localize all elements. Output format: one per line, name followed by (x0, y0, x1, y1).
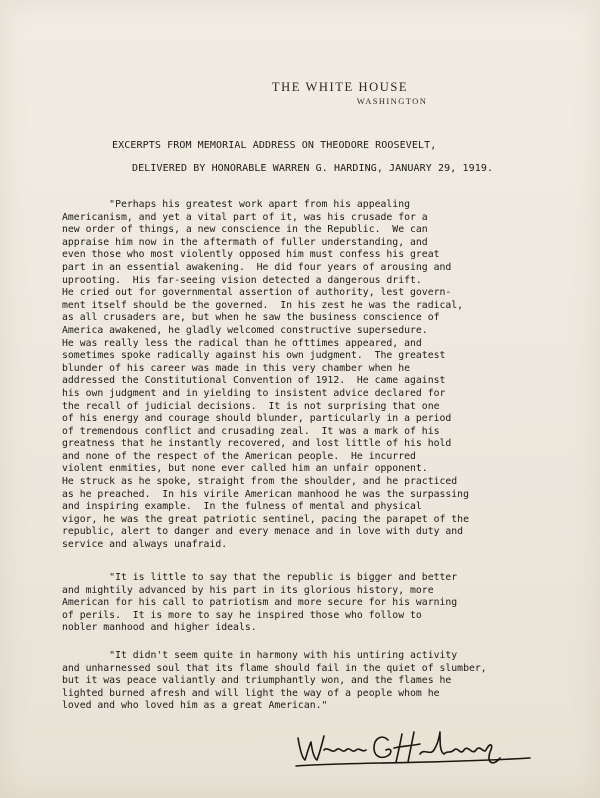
paragraph-line: appraise him now in the aftermath of fuller understanding, and (62, 236, 428, 248)
paragraph-line: "It is little to say that the republic is bigger and better (62, 572, 458, 583)
paragraph-1 (62, 199, 552, 552)
paragraph-line: violent enmities, but none ever called him an unfair opponent. (62, 463, 428, 475)
paragraph-line: "Perhaps his greatest work apart from his appealing (62, 199, 410, 210)
paragraph-line: America awakened, he gladly welcomed constructive supersedure. (62, 324, 428, 336)
letterhead-title: THE WHITE HOUSE (271, 80, 409, 94)
paragraph-line: and inspiring example. In the fulness of mental and physical (62, 501, 422, 513)
paragraph-line: loved and who loved him as a great American." (62, 700, 328, 712)
paragraph-line: "It didn't seem quite in harmony with his untiring activity (62, 650, 458, 661)
letterhead-subtitle: WASHINGTON (356, 96, 428, 106)
paragraph-line: the recall of judicial decisions. It is not surprising that one (62, 400, 440, 412)
paragraph-line: but it was peace valiantly and triumphantly won, and the flames he (62, 675, 452, 687)
paragraph-line: as all crusaders are, but when he saw the business conscience of (62, 312, 440, 324)
signature (290, 720, 540, 770)
paragraph-line: vigor, he was the great patriotic sentinel, pacing the parapet of the (62, 513, 469, 525)
paragraph-line: his own judgment and in yielding to insistent advice declared for (62, 387, 446, 399)
paragraph-2 (62, 572, 552, 635)
paragraph-line: service and always unafraid. (62, 539, 228, 551)
paragraph-line: He was really less the radical than he ofttimes appeared, and (62, 337, 422, 349)
paragraph-line: greatness that he instantly recovered, and lost little of his hold (62, 438, 452, 450)
paragraph-line: American for his call to patriotism and more secure for his warning (62, 597, 458, 609)
paragraph-line: He cried out for governmental assertion of authority, lest govern- (62, 287, 452, 299)
paragraph-line: ment itself should be the governed. In his zest he was the radical, (62, 299, 464, 311)
paragraph-line: republic, alert to danger and every menace and in love with duty and (62, 526, 464, 538)
heading-line-2: DELIVERED BY HONORABLE WARREN G. HARDING, JANUARY 29, 1919. (132, 163, 494, 174)
paragraph-line: and unharnessed soul that its flame should fail in the quiet of slumber, (62, 662, 487, 674)
paragraph-line: and none of the respect of the American people. He incurred (62, 450, 416, 462)
heading-line-1: EXCERPTS FROM MEMORIAL ADDRESS ON THEODORE ROOSEVELT, (112, 140, 437, 151)
paragraph-line: He struck as he spoke, straight from the shoulder, and he practiced (62, 476, 458, 488)
paragraph-line: of tremendous conflict and crusading zeal. It was a mark of his (62, 425, 440, 437)
paragraph-line: Americanism, and yet a vital part of it, was his crusade for a (62, 211, 428, 223)
paragraph-line: addressed the Constitutional Convention of 1912. He came against (62, 375, 446, 387)
paragraph-line: sometimes spoke radically against his own judgment. The greatest (62, 350, 446, 362)
paragraph-line: of his energy and courage should blunder, particularly in a period (62, 413, 452, 425)
paragraph-line: blunder of his career was made in this very chamber when he (62, 362, 410, 374)
paragraph-3 (62, 650, 552, 713)
paragraph-line: new order of things, a new conscience in the Republic. We can (62, 224, 428, 236)
paragraph-line: and mightily advanced by his part in its glorious history, more (62, 584, 434, 596)
paragraph-line: of perils. It is more to say he inspired those who follow to (62, 609, 422, 621)
paragraph-line: uprooting. His far-seeing vision detected a dangerous drift. (62, 274, 422, 286)
paragraph-line: nobler manhood and higher ideals. (62, 622, 257, 634)
paragraph-line: part in an essential awakening. He did four years of arousing and (62, 261, 452, 273)
paragraph-line: even those who most violently opposed him must confess his great (62, 249, 440, 261)
paragraph-line: as he preached. In his virile American manhood he was the surpassing (62, 488, 469, 500)
paragraph-line: lighted burned afresh and will light the way of a people whom he (62, 687, 440, 699)
